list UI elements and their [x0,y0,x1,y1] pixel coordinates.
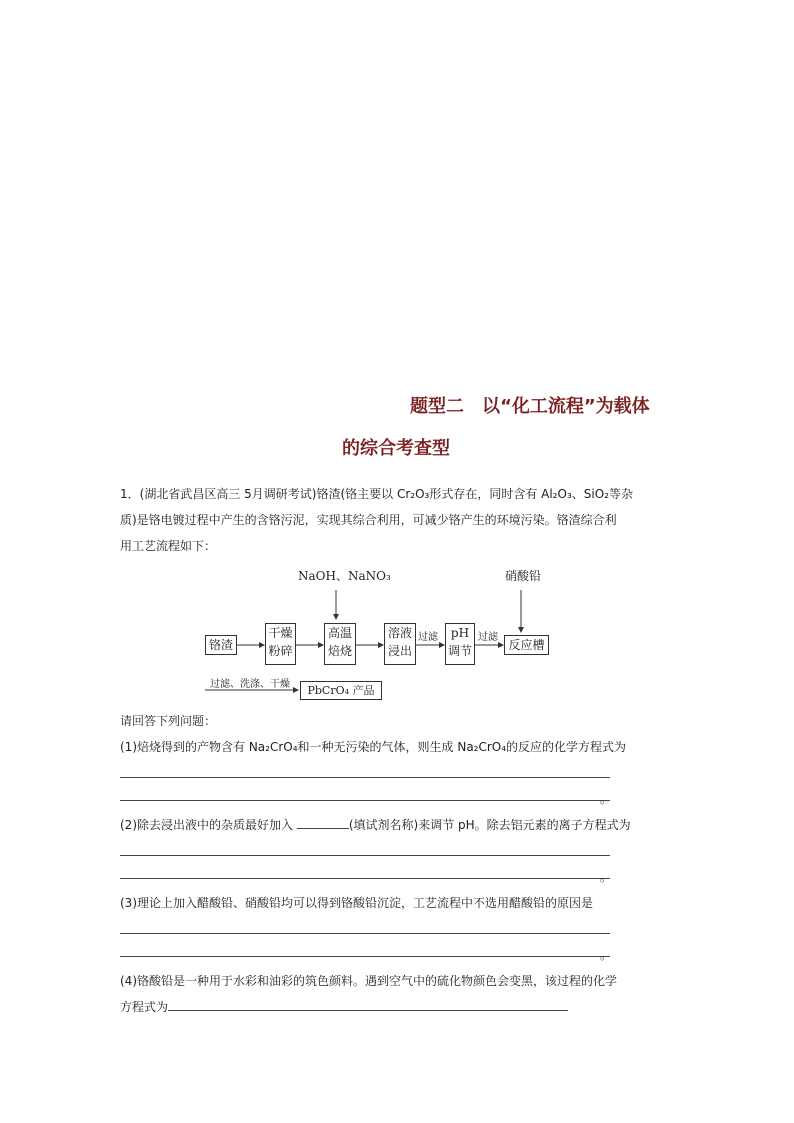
answer-blank-4[interactable] [168,1000,568,1011]
reagent-lead-nitrate: 硝酸铅 [505,569,542,583]
question-3: (3)理论上加入醋酸铅、硝酸铅均可以得到铬酸铅沉淀，工艺流程中不选用醋酸铅的原因是 [120,896,594,910]
box-dry-crush-line1: 干燥 [268,626,293,640]
questions-prompt: 请回答下列问题： [120,714,217,728]
box-chromium-slag: 铬渣 [205,635,237,655]
problem-intro-line3: 用工艺流程如下： [120,539,217,553]
answer-blank-3b[interactable] [120,956,610,957]
question-4-line2 [120,999,680,1015]
box-leach-line2: 浸出 [387,644,412,658]
box-roast-line2: 焙烧 [327,644,352,658]
reagent-naoh-nano3: NaOH、NaNO₃ [298,569,391,583]
box-roast-line1: 高温 [327,626,352,640]
box-leach-line1: 溶液 [387,626,412,640]
problem-intro-line2: 质)是铬电镀过程中产生的含铬污泥，实现其综合利用，可减少铬产生的环境污染。铬渣综合利 [120,513,617,527]
box-ph-line2: 调节 [447,644,472,658]
period-2: 。 [600,870,613,884]
problem-intro-line1: 1．(湖北省武昌区高三 5月调研考试)铬渣(铬主要以 Cr₂O₃形式存在，同时含有 Al₂O₃、SiO₂等杂 [120,487,633,501]
reagent-name-blank[interactable] [297,818,349,829]
question-2-prefix: (2)除去浸出液中的杂质最好加入 [120,818,297,832]
box-ph-line1: pH [450,626,470,640]
period-3: 。 [600,948,613,962]
answer-blank-2b[interactable] [120,878,610,879]
box-reaction-tank: 反应槽 [504,635,549,655]
question-2 [120,817,680,833]
section-title-line2: 的综合考查型 [342,438,450,459]
answer-blank-1a[interactable] [120,777,610,778]
box-pbcro4-product: PbCrO₄ 产品 [300,681,382,700]
box-dry-crush-line2: 粉碎 [268,644,293,658]
question-2-suffix: (填试剂名称)来调节 pH。除去铝元素的离子方程式为 [348,818,631,832]
question-1: (1)焙烧得到的产物含有 Na₂CrO₄和一种无污染的气体，则生成 Na₂CrO₄的反应的化学方程式为 [120,740,627,754]
box-ph-adjust [445,623,475,665]
box-solution-leach [384,623,416,665]
label-filter-wash-dry: 过滤、洗涤、干燥 [210,679,290,690]
period-1: 。 [600,792,613,806]
answer-blank-1b[interactable] [120,800,610,801]
question-4-line1: (4)铬酸铅是一种用于水彩和油彩的筑色颜料。遇到空气中的硫化物颜色会变黑，该过程的化学 [120,974,618,988]
box-high-temp-roast [324,623,356,665]
label-filter-1: 过滤 [418,632,438,643]
question-4-prefix: 方程式为 [120,1000,169,1014]
answer-blank-3a[interactable] [120,933,610,934]
label-filter-2: 过滤 [478,632,498,643]
section-title-line1: 题型二 以“化工流程”为载体 [410,396,650,417]
answer-blank-2a[interactable] [120,855,610,856]
box-dry-crush [265,623,296,665]
